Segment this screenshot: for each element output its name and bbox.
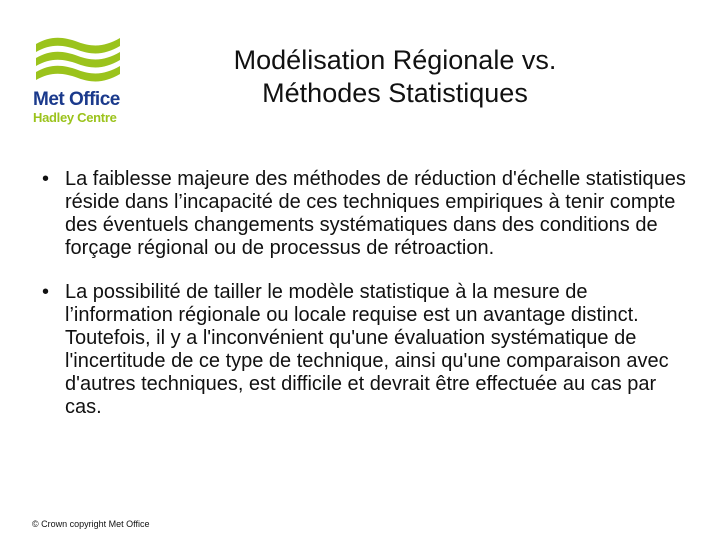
logo-wordmark: Met Office — [33, 89, 120, 110]
logo-subtitle: Hadley Centre — [33, 110, 117, 125]
bullet-text: La possibilité de tailler le modèle statistique à la mesure de l’information régionale ou locale requise est un avantage distinct. Toutefois, il y a l'inconvénient qu'une évaluation systématique de l'incertitude de ce type de technique, ainsi qu'une comparaison avec d'autres techniques, est difficile et devrait être effectuée au cas par cas. — [65, 281, 669, 418]
bullet-text: La faiblesse majeure des méthodes de réduction d'échelle statistiques réside dans l’incapacité de ces techniques empiriques à tenir compte des éventuels changements systématiques dans des conditions de forçage régional ou de processus de rétroaction. — [65, 168, 686, 259]
bullet-list — [36, 168, 696, 419]
slide-title-line-1: Modélisation Régionale vs. — [233, 45, 557, 75]
bullet-item-1 — [36, 168, 696, 260]
met-office-logo — [30, 34, 130, 130]
slide-title — [170, 44, 620, 110]
met-office-waves-icon — [34, 34, 122, 86]
bullet-marker: • — [42, 168, 50, 190]
copyright-footer: © Crown copyright Met Office — [32, 519, 150, 529]
bullet-marker: • — [42, 281, 50, 303]
bullet-item-2 — [36, 281, 696, 419]
slide-title-line-2: Méthodes Statistiques — [262, 78, 528, 108]
